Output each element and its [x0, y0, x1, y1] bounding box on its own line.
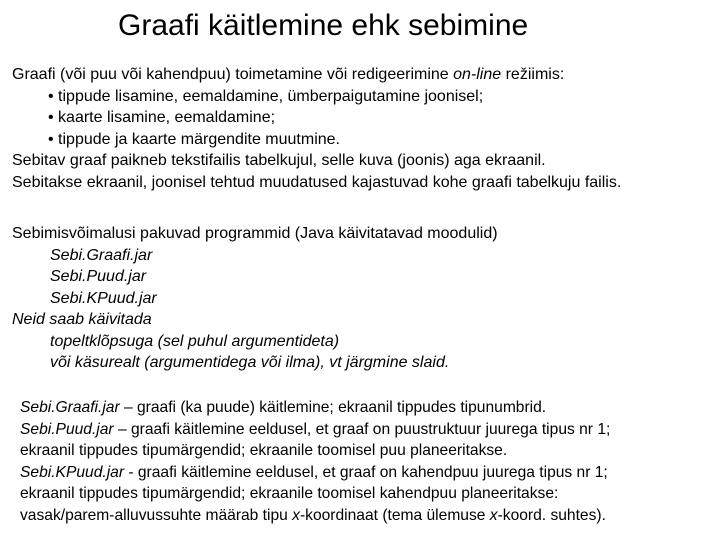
launch-option: topeltklõpsuga (sel puhul argumentideta): [50, 332, 340, 350]
intro-block: [12, 64, 621, 193]
table-form-line: Sebitav graaf paikneb tekstifailis tabelkujul, selle kuva (joonis) aga ekraanil.: [12, 152, 546, 169]
graafi-description: [20, 397, 610, 419]
kpuud-text-b: -koordinaat (tema ülemuse: [299, 506, 490, 524]
reflect-line: Sebitakse ekraanil, joonisel tehtud muudatused kajastuvad kohe graafi tabelkuju failis.: [12, 173, 622, 191]
kpuud-name: Sebi.KPuud.jar: [20, 463, 125, 481]
launch-heading: Neid saab käivitada: [12, 311, 152, 328]
x-variable: x: [489, 506, 498, 524]
program-file: Sebi.Graafi.jar: [50, 246, 153, 264]
online-term: on-line: [453, 66, 502, 83]
launch-option: või käsurealt (argumentidega või ilma), vt järgmine slaid.: [50, 354, 450, 371]
kpuud-text: - graafi käitlemine eeldusel, et graaf on kahendpuu juurega tipus nr 1;: [124, 463, 608, 481]
descriptions-block: [20, 397, 610, 527]
programs-block: [12, 223, 498, 374]
programs-heading: Sebimisvõimalusi pakuvad programmid (Java käivitatavad moodulid): [12, 225, 498, 242]
intro-lead-suffix: režiimis:: [501, 66, 565, 83]
kpuud-text-c: -koord. suhtes).: [497, 506, 606, 524]
puud-description-cont: ekraanil tippudes tipumärgendid; ekraanile toomisel puu planeeritakse.: [20, 442, 508, 460]
kpuud-description-last: [20, 505, 610, 527]
program-file: Sebi.Puud.jar: [50, 268, 147, 285]
puud-description: [20, 419, 610, 441]
kpuud-text-a: vasak/parem-alluvussuhte määrab tipu: [20, 506, 293, 524]
x-variable: x: [292, 506, 300, 524]
bullet-item: • tippude lisamine, eemaldamine, ümberpaigutamine joonisel;: [48, 87, 484, 105]
intro-lead-text: Graafi (või puu või kahendpuu) toimetamine või redigeerimine: [12, 66, 454, 83]
graafi-text: – graafi (ka puude) käitlemine; ekraanil tippudes tipunumbrid.: [119, 399, 547, 416]
kpuud-description-cont: ekraanil tippudes tipumärgendid; ekraanile toomisel kahendpuu planeeritakse:: [20, 485, 559, 503]
kpuud-description: [20, 462, 610, 484]
puud-text: – graafi käitlemine eeldusel, et graaf on puustruktuur juurega tipus nr 1;: [113, 420, 611, 438]
intro-lead: [12, 64, 621, 86]
graafi-name: Sebi.Graafi.jar: [20, 399, 120, 416]
puud-name: Sebi.Puud.jar: [20, 420, 114, 438]
bullet-item: • tippude ja kaarte märgendite muutmine.: [48, 130, 340, 148]
bullet-item: • kaarte lisamine, eemaldamine;: [48, 109, 276, 126]
slide-title: Graafi käitlemine ehk sebimine: [118, 9, 529, 42]
program-file: Sebi.KPuud.jar: [50, 289, 157, 307]
